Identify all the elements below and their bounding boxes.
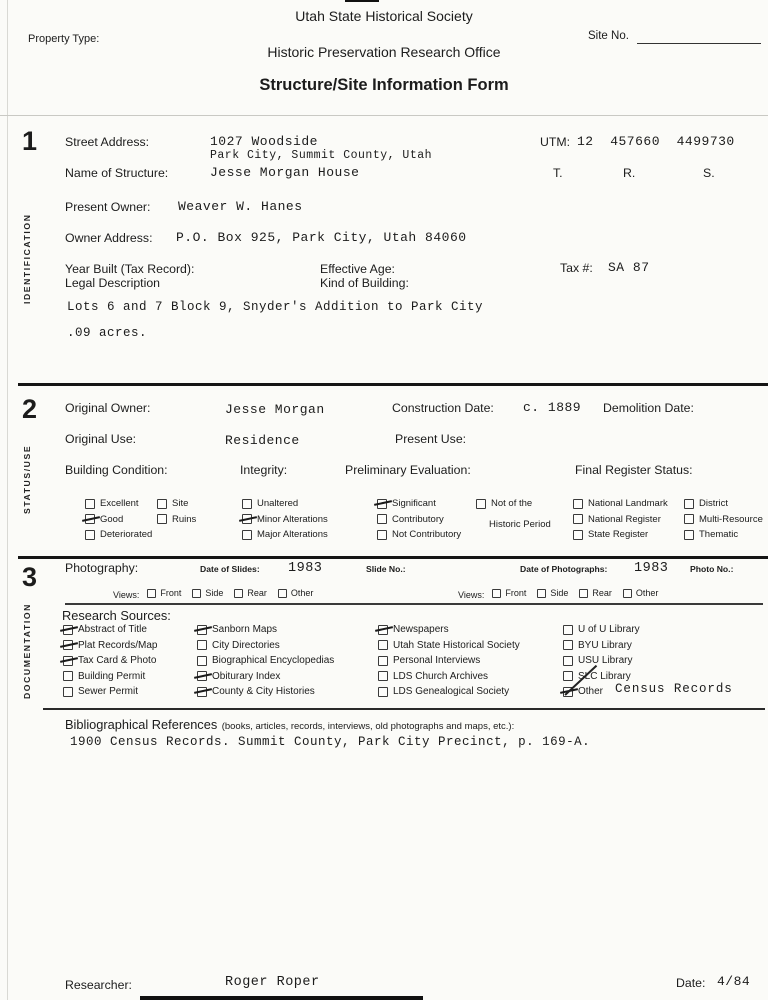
checkbox-option-label: Front [160, 588, 182, 598]
checkbox-option[interactable] [377, 498, 461, 509]
checkbox-option-label: Newspapers [393, 624, 449, 635]
checkbox-option[interactable] [242, 498, 328, 509]
checkbox-option-label: Side [550, 588, 569, 598]
checkbox-option-label: Deteriorated [100, 529, 153, 541]
form-title: Structure/Site Information Form [259, 76, 509, 94]
preliminary-evaluation-label: Preliminary Evaluation: [345, 463, 471, 477]
checkbox-option-label: Sewer Permit [78, 686, 139, 697]
range-label: R. [623, 166, 636, 180]
construction-date-label: Construction Date: [392, 401, 494, 415]
unchecked-checkbox-icon[interactable] [378, 671, 388, 681]
checkbox-option-label: Tax Card & Photo [78, 655, 157, 666]
office-title: Historic Preservation Research Office [267, 44, 501, 60]
checkbox-option-label: Minor Alterations [257, 513, 328, 525]
unchecked-checkbox-icon[interactable] [573, 530, 583, 540]
checkbox-typed-note: Census Records [615, 682, 733, 696]
unchecked-checkbox-icon[interactable] [147, 589, 156, 598]
owner-address-label: Owner Address: [65, 231, 153, 245]
checkbox-option-label: Biographical Encyclopedias [212, 655, 335, 666]
checkbox-option[interactable] [197, 640, 334, 651]
checkbox-option-label: USU Library [578, 655, 633, 666]
checkbox-option[interactable] [579, 588, 612, 598]
building-condition-options-col1 [85, 498, 152, 545]
scan-cutoff-bar [140, 996, 423, 1000]
building-condition-label: Building Condition: [65, 463, 168, 477]
building-condition-options-col2 [157, 498, 196, 529]
checkbox-option[interactable] [63, 686, 157, 697]
views-label: Views: [113, 589, 140, 600]
section3-number: 3 [22, 562, 38, 592]
effective-age-label: Effective Age: [320, 262, 395, 276]
original-owner-value: Jesse Morgan [225, 402, 325, 417]
unchecked-checkbox-icon[interactable] [197, 656, 207, 666]
checked-checkbox-icon[interactable] [197, 625, 207, 635]
checkbox-option[interactable] [242, 529, 328, 540]
checkbox-option[interactable] [378, 640, 520, 651]
section2-number: 2 [22, 394, 38, 424]
unchecked-checkbox-icon[interactable] [278, 589, 287, 598]
checkbox-option-label: Other [635, 588, 659, 598]
legal-description-line2: .09 acres. [67, 326, 148, 340]
views-right-options [492, 588, 669, 598]
checkbox-option-label: Thematic [699, 529, 739, 541]
demolition-date-label: Demolition Date: [603, 401, 694, 415]
checkbox-option-label: Major Alterations [257, 529, 328, 541]
unchecked-checkbox-icon[interactable] [378, 640, 388, 650]
tax-no-label: Tax #: [560, 261, 593, 275]
research-sources-col3 [378, 624, 520, 702]
tax-no-value: SA 87 [608, 260, 650, 275]
checkbox-option-label: Not Contributory [392, 529, 462, 541]
unchecked-checkbox-icon[interactable] [563, 656, 573, 666]
checkbox-option[interactable] [378, 671, 520, 682]
checkbox-option[interactable] [192, 588, 223, 598]
checkbox-option[interactable] [63, 671, 157, 682]
checkbox-option[interactable] [278, 588, 314, 598]
unchecked-checkbox-icon[interactable] [157, 499, 167, 509]
bibliography-entry: 1900 Census Records. Summit County, Park City Precinct, p. 169-A. [70, 735, 591, 749]
legal-description-line1: Lots 6 and 7 Block 9, Snyder's Addition to Park City [67, 300, 484, 314]
checkbox-option-label: County & City Histories [212, 686, 315, 697]
checkbox-option[interactable] [234, 588, 267, 598]
unchecked-checkbox-icon[interactable] [573, 499, 583, 509]
checkbox-option[interactable] [623, 588, 659, 598]
site-no-label: Site No. [588, 30, 629, 42]
checked-checkbox-icon[interactable] [85, 514, 95, 524]
checkbox-option-label: Multi-Resource [699, 513, 763, 525]
unchecked-checkbox-icon[interactable] [85, 530, 95, 540]
date-of-photographs-label: Date of Photographs: [520, 564, 608, 574]
researcher-value: Roger Roper [225, 975, 320, 990]
structure-name-label: Name of Structure: [65, 166, 169, 180]
checkbox-option-label: Contributory [392, 513, 444, 525]
date-of-slides-label: Date of Slides: [200, 564, 260, 574]
checkbox-option-label: Site [172, 498, 189, 509]
checkbox-option[interactable] [197, 686, 334, 697]
final-register-status-options-col2 [684, 498, 763, 545]
sources-bibliography-divider [43, 708, 765, 710]
present-owner-label: Present Owner: [65, 200, 151, 214]
researcher-label: Researcher: [65, 978, 132, 992]
section2-3-divider [18, 556, 768, 559]
checkbox-option[interactable] [197, 655, 334, 666]
bibliography-label: Bibliographical References [65, 717, 218, 732]
original-owner-label: Original Owner: [65, 401, 151, 415]
checkbox-option-label: Rear [592, 588, 612, 598]
unchecked-checkbox-icon[interactable] [563, 671, 573, 681]
integrity-label: Integrity: [240, 463, 288, 477]
research-sources-col2 [197, 624, 334, 702]
date-label: Date: [676, 976, 706, 990]
research-sources-col1 [63, 624, 157, 702]
checkbox-option[interactable] [197, 671, 334, 682]
checkbox-option-label: Front [505, 588, 527, 598]
checkbox-option[interactable] [573, 498, 668, 509]
checkbox-option-label: Sanborn Maps [212, 624, 278, 635]
final-register-status-options-col1 [573, 498, 668, 545]
utm-value: 12 457660 4499730 [577, 134, 735, 149]
present-use-label: Present Use: [395, 432, 467, 446]
research-sources-label: Research Sources: [62, 608, 171, 623]
checkbox-option-label: National Register [588, 513, 661, 525]
township-label: T. [553, 166, 563, 180]
checkbox-option[interactable] [563, 640, 733, 651]
unchecked-checkbox-icon[interactable] [684, 514, 694, 524]
unchecked-checkbox-icon[interactable] [563, 640, 573, 650]
checkbox-option[interactable] [684, 529, 763, 540]
checked-checkbox-icon[interactable] [377, 499, 387, 509]
views-left-group [113, 588, 324, 600]
section1-2-divider [18, 383, 768, 386]
property-type-label: Property Type: [28, 33, 100, 45]
unchecked-checkbox-icon[interactable] [623, 589, 632, 598]
checkbox-option-label: Other [290, 588, 314, 598]
checkbox-option-label: Plat Records/Map [78, 639, 158, 651]
checkbox-option[interactable] [197, 624, 334, 635]
construction-date-value: c. 1889 [523, 400, 582, 415]
unchecked-checkbox-icon[interactable] [563, 625, 573, 635]
checkbox-option[interactable] [242, 514, 328, 525]
unchecked-checkbox-icon[interactable] [242, 530, 252, 540]
org-title: Utah State Historical Society [295, 8, 473, 24]
checkbox-option[interactable] [537, 588, 568, 598]
header-divider [0, 115, 768, 116]
checkbox-option-label: Side [205, 588, 224, 598]
section1-side-label: IDENTIFICATION [22, 213, 32, 305]
unchecked-checkbox-icon[interactable] [537, 589, 546, 598]
bibliography-label-detail: (books, articles, records, interviews, old photographs and maps, etc.): [221, 721, 515, 732]
checked-checkbox-icon[interactable] [63, 625, 73, 635]
page-edge-line [7, 0, 8, 1000]
checkbox-option[interactable] [157, 514, 196, 525]
unchecked-checkbox-icon[interactable] [684, 530, 694, 540]
checked-checkbox-icon[interactable] [197, 687, 207, 697]
checkbox-option[interactable] [377, 529, 461, 540]
checked-checkbox-icon[interactable] [378, 625, 388, 635]
section-label: S. [703, 166, 715, 180]
section3-side-label: DOCUMENTATION [22, 603, 32, 699]
checkbox-option[interactable] [85, 529, 152, 540]
unchecked-checkbox-icon[interactable] [492, 589, 501, 598]
unchecked-checkbox-icon[interactable] [684, 499, 694, 509]
preliminary-evaluation-options [377, 498, 461, 545]
final-register-status-label: Final Register Status: [575, 463, 693, 477]
street-address-value: 1027 Woodside [210, 134, 318, 149]
checkbox-option-label: City Directories [212, 639, 280, 651]
checkbox-option-label: National Landmark [588, 498, 668, 509]
street-address-label: Street Address: [65, 135, 150, 149]
checked-checkbox-icon[interactable] [63, 640, 73, 650]
original-use-value: Residence [225, 433, 300, 448]
checkbox-option-label: Personal Interviews [393, 655, 481, 666]
original-use-label: Original Use: [65, 432, 137, 446]
checkbox-option[interactable] [684, 514, 763, 525]
checkbox-option-label: Other [578, 686, 604, 697]
checkbox-option[interactable] [563, 655, 733, 666]
checkbox-option[interactable] [573, 514, 668, 525]
year-built-label: Year Built (Tax Record): [65, 262, 195, 276]
checkbox-option-label: Unaltered [257, 498, 299, 509]
checkbox-option[interactable] [684, 498, 763, 509]
checkbox-option[interactable] [563, 682, 733, 697]
checkbox-option-label: Obiturary Index [212, 670, 281, 682]
checkbox-option[interactable] [63, 624, 157, 635]
checkbox-option-label: State Register [588, 529, 649, 541]
checkbox-option[interactable] [378, 686, 520, 697]
checkbox-option-label: Utah State Historical Society [393, 639, 520, 651]
street-address-value-line2: Park City, Summit County, Utah [210, 149, 433, 162]
unchecked-checkbox-icon[interactable] [85, 499, 95, 509]
checkbox-option-sublabel: Historic Period [489, 518, 551, 530]
slide-no-label: Slide No.: [366, 564, 406, 574]
bibliography-heading [65, 716, 514, 734]
unchecked-checkbox-icon[interactable] [377, 530, 387, 540]
checkbox-option[interactable] [63, 640, 157, 651]
checkbox-option-label: U of U Library [578, 624, 640, 635]
unchecked-checkbox-icon[interactable] [573, 514, 583, 524]
checkbox-option[interactable] [85, 498, 152, 509]
views-right-group [458, 588, 669, 600]
checkbox-option-label: Good [100, 513, 124, 525]
checkbox-option[interactable] [573, 529, 668, 540]
legal-description-label: Legal Description [65, 276, 161, 290]
unchecked-checkbox-icon[interactable] [476, 499, 486, 509]
integrity-options [242, 498, 328, 545]
views-label: Views: [458, 589, 485, 600]
checkbox-option-label: Not of the [491, 498, 533, 509]
checkbox-option-label: Ruins [172, 513, 197, 525]
checkbox-option[interactable] [85, 514, 152, 525]
structure-name-value: Jesse Morgan House [210, 165, 360, 180]
checked-checkbox-icon[interactable] [242, 514, 252, 524]
checkbox-option-label: District [699, 498, 729, 509]
date-of-slides-value: 1983 [288, 561, 323, 576]
photo-no-label: Photo No.: [690, 564, 734, 574]
checkbox-option[interactable] [377, 514, 461, 525]
checkbox-option-label: LDS Genealogical Society [393, 686, 510, 697]
section1-number: 1 [22, 126, 38, 156]
checkbox-option-label: Abstract of Title [78, 624, 147, 635]
section2-side-label: STATUS/USE [22, 444, 32, 514]
unchecked-checkbox-icon[interactable] [157, 514, 167, 524]
unchecked-checkbox-icon[interactable] [63, 671, 73, 681]
checkbox-option-label: Building Permit [78, 670, 146, 682]
checkbox-option[interactable] [563, 624, 733, 635]
unchecked-checkbox-icon[interactable] [197, 640, 207, 650]
checkbox-option-label: Significant [392, 498, 436, 509]
research-sources-col4 [563, 624, 733, 702]
checkbox-option[interactable] [378, 655, 520, 666]
scan-artifact-line [345, 0, 379, 2]
present-owner-value: Weaver W. Hanes [178, 199, 303, 214]
checked-checkbox-icon[interactable] [63, 656, 73, 666]
photography-label: Photography: [65, 561, 139, 575]
checked-checkbox-icon[interactable] [197, 671, 207, 681]
photography-research-divider [65, 603, 763, 605]
checkbox-option[interactable] [63, 655, 157, 666]
kind-of-building-label: Kind of Building: [320, 276, 409, 290]
checkbox-option-label: Rear [247, 588, 267, 598]
unchecked-checkbox-icon[interactable] [378, 656, 388, 666]
checkbox-option[interactable] [378, 624, 520, 635]
checkbox-option-label: SLC Library [578, 670, 631, 682]
unchecked-checkbox-icon[interactable] [242, 499, 252, 509]
checkbox-option[interactable] [147, 588, 181, 598]
date-of-photographs-value: 1983 [634, 561, 669, 576]
unchecked-checkbox-icon[interactable] [234, 589, 243, 598]
checkbox-option[interactable] [492, 588, 526, 598]
checkbox-option[interactable] [157, 498, 196, 509]
utm-label: UTM: [540, 135, 571, 149]
views-left-options [147, 588, 324, 598]
checkbox-option-label: Excellent [100, 498, 139, 509]
unchecked-checkbox-icon[interactable] [378, 687, 388, 697]
date-value: 4/84 [717, 974, 751, 989]
checkbox-option-label: BYU Library [578, 639, 632, 651]
unchecked-checkbox-icon[interactable] [377, 514, 387, 524]
unchecked-checkbox-icon[interactable] [192, 589, 201, 598]
unchecked-checkbox-icon[interactable] [63, 687, 73, 697]
unchecked-checkbox-icon[interactable] [579, 589, 588, 598]
owner-address-value: P.O. Box 925, Park City, Utah 84060 [176, 230, 467, 245]
checkbox-option-label: LDS Church Archives [393, 670, 489, 682]
